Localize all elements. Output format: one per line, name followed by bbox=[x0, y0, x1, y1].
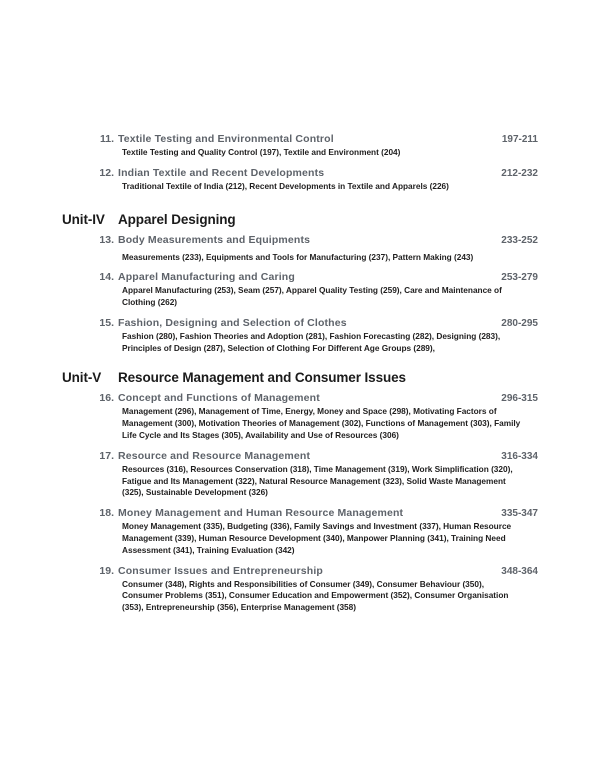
toc-entry-page-range: 197-211 bbox=[501, 134, 538, 145]
unit-heading-row bbox=[62, 370, 538, 385]
toc-entry[interactable] bbox=[62, 133, 538, 159]
toc-entry-number: 15. bbox=[99, 316, 114, 329]
toc-entry-title[interactable]: Money Management and Human Resource Management bbox=[118, 507, 404, 520]
toc-entry-head bbox=[62, 317, 538, 329]
unit-title: Resource Management and Consumer Issues bbox=[118, 370, 406, 386]
toc-entry-subtopics: Textile Testing and Quality Control (197), Textile and Environment (204) bbox=[122, 147, 401, 157]
toc-entry-subtopics: Measurements (233), Equipments and Tools for Manufacturing (237), Pattern Making (243) bbox=[122, 251, 474, 262]
toc-entry-subtopics: Fashion (280), Fashion Theories and Adoption (281), Fashion Forecasting (282), Designing (283), Principles of Design (287), Selection of Clothing For Different Age Groups (289), bbox=[122, 330, 501, 353]
toc-entry-title[interactable]: Indian Textile and Recent Developments bbox=[118, 166, 325, 179]
toc-entry-number: 16. bbox=[99, 392, 114, 405]
toc-entry-subtopics: Money Management (335), Budgeting (336), Family Savings and Investment (337), Human Resource Management (339), Human Resource Development (340), Manpower Planning (341), Training Need Assessment (341), Training Evaluation (342) bbox=[122, 521, 512, 555]
toc-entry-page-range: 212-232 bbox=[501, 167, 538, 179]
toc-entry-title[interactable]: Apparel Manufacturing and Caring bbox=[118, 271, 295, 284]
toc-entry-number: 14. bbox=[99, 271, 114, 284]
toc-entry-subtopics: Management (296), Management of Time, Energy, Money and Space (298), Motivating Factors of Management (300), Motivation Theories of Management (302), Functions of Management (303), Family Life Cycle and Its Stages (305), Availability and Use of Resources (306) bbox=[122, 406, 521, 441]
toc-entry-head bbox=[62, 450, 538, 462]
toc-entry-head bbox=[62, 565, 538, 577]
toc-entry-number: 13. bbox=[99, 233, 114, 246]
toc-entry-subtopics: Traditional Textile of India (212), Recent Developments in Textile and Apparels (226) bbox=[122, 180, 449, 191]
toc-entry[interactable] bbox=[62, 234, 538, 264]
toc-entry-title[interactable]: Consumer Issues and Entrepreneurship bbox=[118, 564, 323, 577]
toc-entry-head bbox=[62, 133, 538, 145]
unit-heading-row bbox=[62, 212, 538, 227]
unit-label: Unit-IV bbox=[62, 211, 105, 227]
toc-entry-title[interactable]: Textile Testing and Environmental Control bbox=[118, 133, 334, 145]
toc-entry-number: 17. bbox=[99, 449, 114, 462]
toc-entry-number: 11. bbox=[99, 133, 114, 145]
toc-entry-subtopics: Apparel Manufacturing (253), Seam (257), Apparel Quality Testing (259), Care and Maintenance of Clothing (262) bbox=[122, 285, 502, 308]
toc-entry-page-range: 253-279 bbox=[501, 272, 538, 284]
toc-entry[interactable] bbox=[62, 507, 538, 556]
toc-entry[interactable] bbox=[62, 392, 538, 441]
toc-entry-title[interactable]: Concept and Functions of Management bbox=[118, 392, 320, 405]
toc-entry-title[interactable]: Fashion, Designing and Selection of Clothes bbox=[118, 316, 347, 329]
toc-entry-subtopics: Consumer (348), Rights and Responsibilities of Consumer (349), Consumer Behaviour (350), Consumer Problems (351), Consumer Education and Empowerment (352), Consumer Organisation (353), Entrepreneurship (356), Enterprise Management (358) bbox=[122, 578, 509, 613]
toc-entry-page-range: 233-252 bbox=[501, 234, 538, 246]
toc-entry-head bbox=[62, 507, 538, 519]
toc-entry-number: 18. bbox=[99, 507, 114, 520]
unit-label: Unit-V bbox=[62, 370, 102, 386]
toc-entry[interactable] bbox=[62, 317, 538, 355]
toc-entry[interactable] bbox=[62, 271, 538, 309]
toc-entry-head bbox=[62, 271, 538, 283]
toc-entry[interactable] bbox=[62, 167, 538, 193]
toc-entry-title[interactable]: Resource and Resource Management bbox=[118, 449, 311, 462]
toc-entry-page-range: 335-347 bbox=[501, 508, 538, 520]
toc-entry-page-range: 316-334 bbox=[501, 450, 538, 462]
toc-entry-page-range: 296-315 bbox=[501, 393, 538, 405]
toc-entry[interactable] bbox=[62, 565, 538, 614]
toc-entry-page-range: 280-295 bbox=[501, 317, 538, 329]
toc-entry-number: 19. bbox=[99, 564, 114, 577]
toc-entry[interactable] bbox=[62, 450, 538, 499]
toc-entry-subtopics: Resources (316), Resources Conservation (318), Time Management (319), Work Simplification (320), Fatigue and Its Management (322), Natural Resource Management (323), Solid Waste Management (325), Sustainable Development (326) bbox=[122, 463, 513, 498]
unit-title: Apparel Designing bbox=[118, 211, 236, 227]
toc-entry-page-range: 348-364 bbox=[501, 565, 538, 577]
toc-entry-head bbox=[62, 167, 538, 179]
toc-entry-title[interactable]: Body Measurements and Equipments bbox=[118, 233, 311, 246]
toc-entry-head bbox=[62, 234, 538, 246]
toc-entry-head bbox=[62, 392, 538, 404]
table-of-contents bbox=[62, 133, 538, 622]
toc-entry-number: 12. bbox=[99, 166, 114, 179]
